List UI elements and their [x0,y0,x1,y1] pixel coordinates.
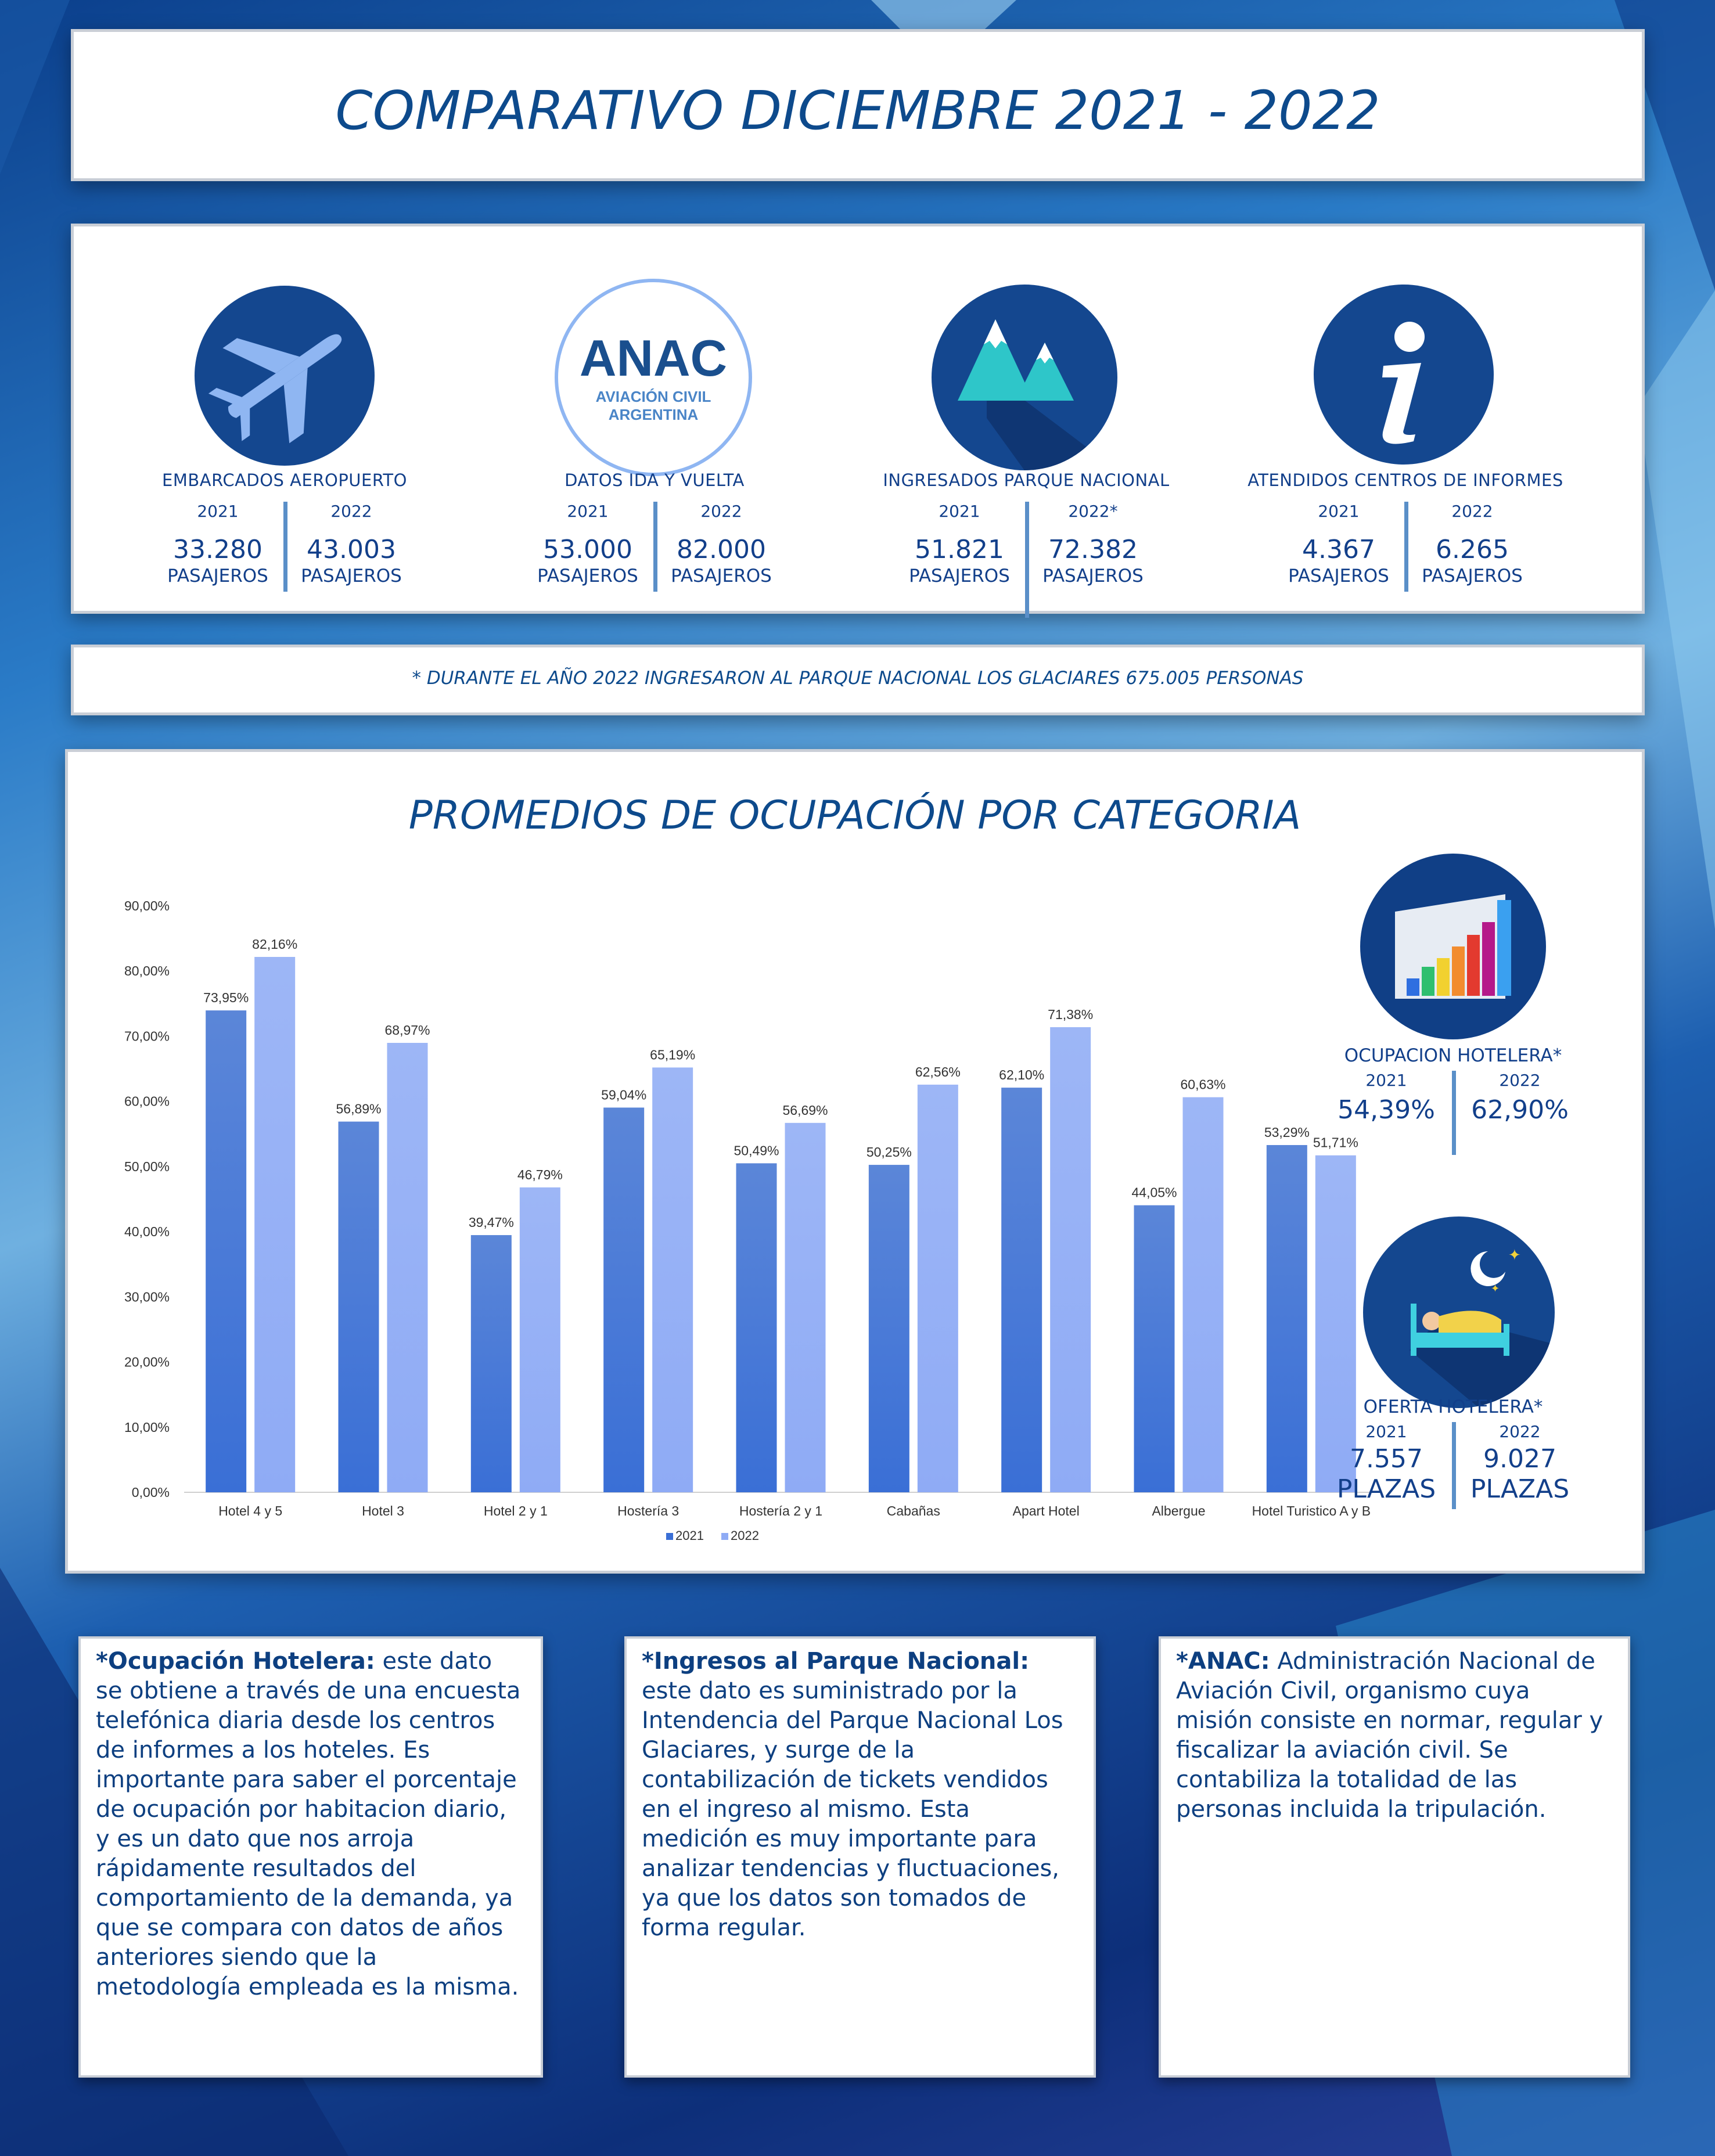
data-label: 56,89% [336,1101,382,1117]
stat-caption: EMBARCADOS AEROPUERTO [162,470,407,490]
data-label: 62,56% [915,1064,961,1079]
stat-year-2022: 2022* [1068,502,1118,521]
bar-2022 [1050,1027,1091,1492]
oferta-year-2022: 2022 [1499,1422,1541,1441]
x-tick-label: Cabañas [886,1503,940,1518]
anac-logo-line2: ARGENTINA [608,406,699,423]
bar-2021 [1267,1145,1307,1492]
stat-caption: ATENDIDOS CENTROS DE INFORMES [1247,470,1563,490]
data-label: 82,16% [252,936,298,952]
stat-value-2022: 6.265 [1436,535,1509,564]
page-title: COMPARATIVO DICIEMBRE 2021 - 2022 [335,80,1380,142]
x-tick-label: Hostería 3 [617,1503,679,1518]
data-label: 60,63% [1180,1077,1226,1092]
stat-year-2021: 2021 [567,502,609,521]
mountain-icon [932,285,1117,470]
stat-value-2021: 33.280 [173,535,263,564]
stat-year-2021: 2021 [197,502,239,521]
stat-embarcados [110,470,459,589]
y-tick-label: 90,00% [124,898,170,913]
note-anac [1159,1636,1630,2078]
footnote-text: * DURANTE EL AÑO 2022 INGRESARON AL PARQUE NACIONAL LOS GLACIARES 675.005 PERSONAS [412,668,1304,689]
bar-2021 [869,1165,909,1492]
bar-2022 [785,1123,826,1492]
y-tick-label: 30,00% [124,1289,170,1305]
stat-unit: PASAJEROS [1042,566,1144,586]
ocupacion-value-2022: 62,90% [1471,1095,1569,1125]
y-tick-label: 40,00% [124,1224,170,1240]
stat-value-2022: 72.382 [1048,535,1138,564]
data-label: 59,04% [601,1087,647,1103]
oferta-caption: OFERTA HOTELERA* [1363,1396,1543,1417]
ocupacion-year-2022: 2022 [1499,1071,1541,1090]
stat-value-2021: 53.000 [543,535,632,564]
stat-divider [283,502,287,592]
bar-2022 [1183,1097,1224,1492]
note-heading: *Ingresos al Parque Nacional: [642,1648,1030,1675]
stat-unit: PASAJEROS [537,566,638,586]
stat-year-2022: 2022 [330,502,372,521]
x-tick-label: Hotel Turistico A y B [1252,1503,1371,1518]
stat-divider [1404,502,1408,592]
legend-label: 2021 [675,1528,704,1543]
data-label: 53,29% [1264,1124,1310,1140]
stat-unit: PASAJEROS [1422,566,1523,586]
occupancy-bar-chart [85,880,1380,1553]
legend-swatch-2022 [721,1533,728,1540]
bed-moon-icon [1363,1216,1555,1408]
stat-value-2021: 4.367 [1302,535,1375,564]
stat-centros-informes [1231,470,1580,589]
bar-2021 [206,1010,246,1492]
stat-divider [1025,502,1029,618]
note-heading: *ANAC: [1176,1648,1270,1675]
oferta-value-2022: 9.027 [1483,1444,1556,1474]
note-body: Administración Nacional de Aviación Civil, organismo cuya misión consiste en normar, regular y fiscalizar la aviación civil. Se contabiliza la totalidad de las personas incluida la tripulación. [1176,1648,1603,1823]
data-label: 46,79% [517,1167,563,1182]
stat-year-2021: 2021 [939,502,980,521]
data-label: 50,49% [734,1143,779,1158]
header-panel [71,29,1645,181]
note-heading: *Ocupación Hotelera: [96,1648,375,1675]
stat-value-2021: 51.821 [915,535,1004,564]
y-tick-label: 80,00% [124,963,170,979]
legend-label: 2022 [731,1528,759,1543]
bar-2022 [652,1067,693,1492]
y-tick-label: 0,00% [131,1485,170,1500]
data-label: 71,38% [1048,1006,1094,1022]
data-label: 73,95% [203,990,249,1006]
note-body: este dato es suministrado por la Intendencia del Parque Nacional Los Glaciares, y surge de la contabilización de tickets vendidos en el ingreso al mismo. Esta medición es muy importante para analizar tendencias y fluctuaciones, ya que los datos son tomados de forma regular. [642,1678,1063,1941]
x-tick-label: Hostería 2 y 1 [739,1503,823,1518]
ocupacion-caption: OCUPACION HOTELERA* [1344,1045,1562,1066]
anac-logo-name: ANAC [579,329,728,387]
data-label: 44,05% [1131,1185,1177,1200]
stat-value-2022: 82.000 [677,535,766,564]
legend-swatch-2021 [666,1533,673,1540]
stat-year-2022: 2022 [700,502,742,521]
bar-2021 [1134,1205,1175,1492]
stat-unit: PASAJEROS [671,566,772,586]
data-label: 50,25% [866,1144,912,1160]
x-tick-label: Albergue [1152,1503,1206,1518]
data-label: 65,19% [650,1047,696,1063]
bar-2022 [387,1043,428,1492]
stat-parque-nacional [852,470,1200,589]
bar-2022 [520,1187,560,1492]
data-label: 62,10% [999,1067,1045,1083]
stat-year-2022: 2022 [1451,502,1493,521]
stat-caption: DATOS IDA Y VUELTA [565,470,745,490]
oferta-unit-2022: PLAZAS [1470,1474,1570,1504]
bar-2022 [254,957,295,1492]
chart-panel [65,749,1645,1574]
stat-value-2022: 43.003 [307,535,396,564]
bar-2021 [339,1122,379,1492]
stat-caption: INGRESADOS PARQUE NACIONAL [883,470,1170,490]
bar-2021 [603,1107,644,1492]
stats-panel [71,224,1645,614]
x-tick-label: Hotel 3 [362,1503,404,1518]
stat-unit: PASAJEROS [909,566,1010,586]
data-label: 51,71% [1313,1135,1358,1150]
note-ocupacion [78,1636,543,2078]
y-tick-label: 70,00% [124,1028,170,1044]
svg-text:✦: ✦ [1508,1247,1521,1264]
footnote-panel [71,645,1645,715]
y-tick-label: 50,00% [124,1158,170,1174]
airplane-icon [195,286,375,466]
stat-ida-vuelta [480,470,829,589]
bar-2022 [918,1085,958,1492]
oferta-divider [1452,1422,1456,1509]
x-tick-label: Hotel 4 y 5 [218,1503,283,1518]
bar-2021 [736,1163,777,1492]
note-body: este dato se obtiene a través de una encuesta telefónica diaria desde los centros de informes a los hoteles. Es importante para saber el porcentaje de ocupación por habitacion diario, y es un dato que nos arroja rápidamente resultados del comportamiento de la demanda, ya que se compara con datos de años anteriores siendo que la metodología empleada es la misma. [96,1648,521,2000]
stat-unit: PASAJEROS [1288,566,1389,586]
ocupacion-divider [1452,1071,1456,1155]
stat-divider [653,502,657,592]
anac-logo [555,279,752,476]
x-tick-label: Hotel 2 y 1 [483,1503,548,1518]
ocupacion-hotelera [1314,1045,1592,1158]
bar-2021 [471,1235,512,1492]
stat-unit: PASAJEROS [167,566,268,586]
data-label: 68,97% [384,1023,430,1038]
ocupacion-year-2021: 2021 [1365,1071,1407,1090]
data-label: 56,69% [782,1102,828,1118]
y-tick-label: 60,00% [124,1093,170,1109]
svg-text:✦: ✦ [1491,1283,1500,1295]
y-tick-label: 10,00% [124,1419,170,1435]
stat-year-2021: 2021 [1318,502,1360,521]
bar-2021 [1001,1088,1042,1492]
oferta-value-2021: 7.557 [1350,1444,1423,1474]
note-parque [624,1636,1096,2078]
y-tick-label: 20,00% [124,1354,170,1370]
info-icon [1314,285,1494,465]
chart-section-title: PROMEDIOS DE OCUPACIÓN POR CATEGORIA [408,793,1301,838]
bar-chart-icon [1360,854,1546,1039]
anac-logo-line1: AVIACIÓN CIVIL [595,388,711,405]
stat-unit: PASAJEROS [301,566,402,586]
oferta-year-2021: 2021 [1365,1422,1407,1441]
oferta-unit-2021: PLAZAS [1336,1474,1436,1504]
x-tick-label: Apart Hotel [1012,1503,1080,1518]
oferta-hotelera [1314,1396,1592,1527]
data-label: 39,47% [468,1215,514,1230]
ocupacion-value-2021: 54,39% [1338,1095,1435,1125]
